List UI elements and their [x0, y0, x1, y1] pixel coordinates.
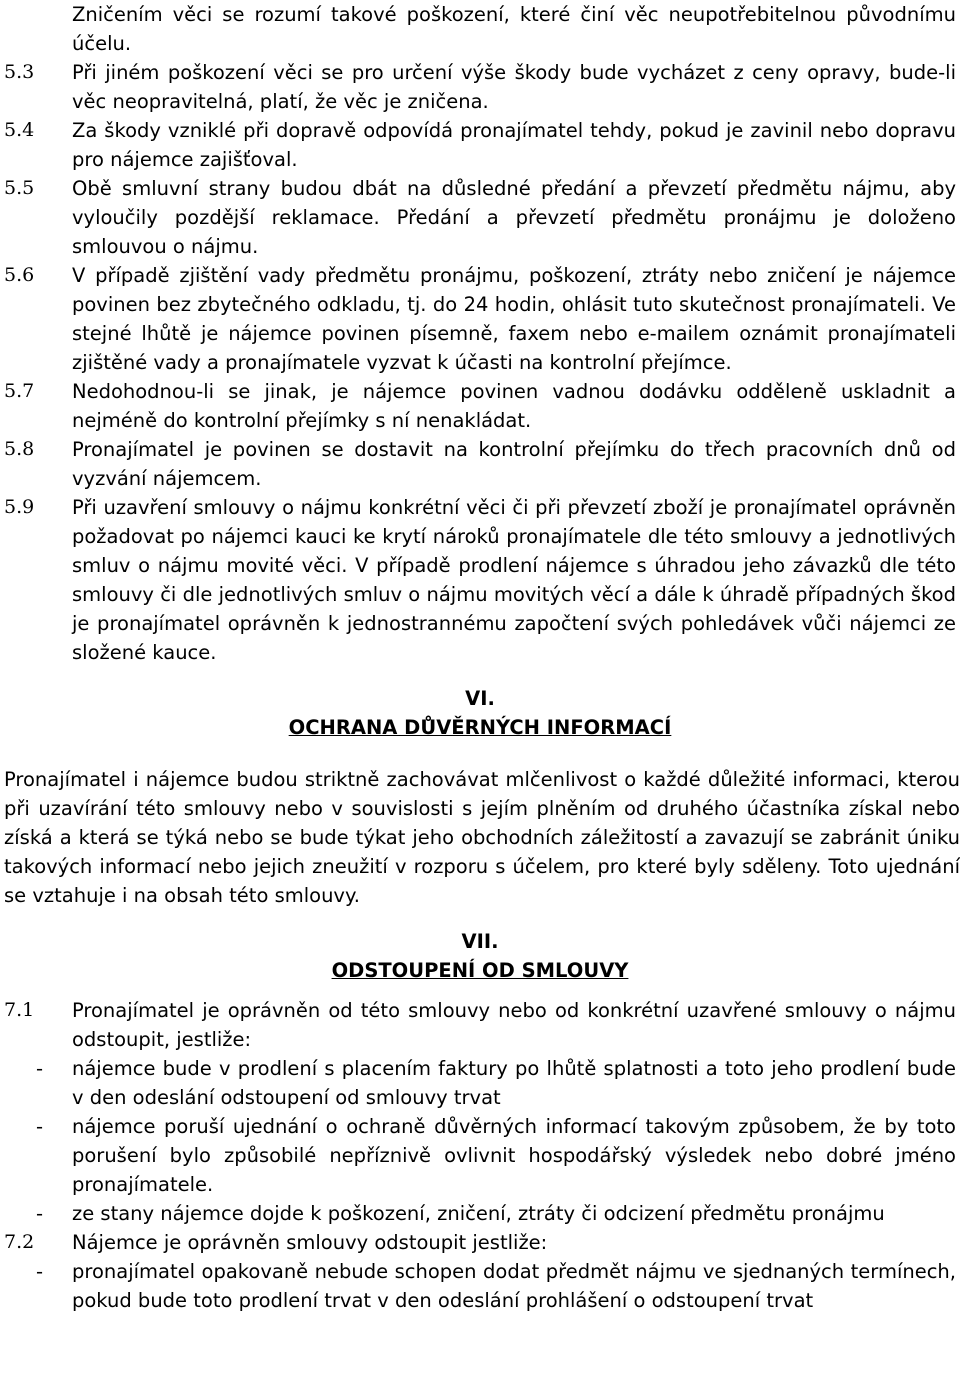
clause-number: 5.6	[4, 264, 35, 286]
section-vii-items	[0, 996, 960, 1315]
clause-7-2	[0, 1228, 956, 1257]
clause-5-4	[0, 116, 956, 174]
clause-text: Při jiném poškození věci se pro určení výše škody bude vycházet z ceny opravy, bude-li věc neopravitelná, platí, že věc je zničena.	[72, 61, 956, 113]
clause-number: 5.5	[4, 177, 35, 199]
bullet-item	[0, 1112, 956, 1199]
dash-marker: -	[36, 1202, 44, 1225]
clause-text: Pronajímatel je oprávněn od této smlouvy nebo od konkrétní uzavřené smlouvy o nájmu odstoupit, jestliže:	[72, 999, 956, 1051]
clause-text: Pronajímatel je povinen se dostavit na kontrolní přejímku do třech pracovních dnů od vyzvání nájemcem.	[72, 438, 956, 490]
clause-number: 5.9	[4, 496, 35, 518]
clause-number: 5.4	[4, 119, 35, 141]
bullet-item	[0, 1054, 956, 1112]
clause-5-3	[0, 58, 956, 116]
bullet-item	[0, 1199, 956, 1228]
clause-text: Nájemce je oprávněn smlouvy odstoupit jestliže:	[72, 1231, 548, 1254]
clause-text: V případě zjištění vady předmětu pronájmu, poškození, ztráty nebo zničení je nájemce povinen bez zbytečného odkladu, tj. do 24 hodin, ohlásit tuto skutečnost pronajímateli. Ve stejné lhůtě je nájemce povinen písemně, faxem nebo e-mailem oznámit pronajímateli zjištěné vady a pronajímatele vyzvat k účasti na kontrolní přejímce.	[72, 264, 956, 374]
clause-5-9	[0, 493, 956, 667]
clause-text: Při uzavření smlouvy o nájmu konkrétní věci či při převzetí zboží je pronajímatel oprávněn požadovat po nájemci kauci ke krytí nároků pronajímatele dle této smlouvy a jednotlivých smluv o nájmu movité věci. V případě prodlení nájemce s úhradou jeho závazků dle této smlouvy či dle jednotlivých smluv o nájmu movitých věcí a dále k úhradě případných škod je pronajímatel oprávněn k jednostrannému započtení svých pohledávek vůči nájemci ze složené kauce.	[72, 496, 956, 664]
bullet-text: nájemce bude v prodlení s placením faktury po lhůtě splatnosti a toto jeho prodlení bude v den odeslání odstoupení od smlouvy trvat	[72, 1057, 956, 1109]
clause-text: Za škody vzniklé při dopravě odpovídá pronajímatel tehdy, pokud je zavinil nebo dopravu pro nájemce zajišťoval.	[72, 119, 956, 171]
bullet-text: ze stany nájemce dojde k poškození, zničení, ztráty či odcizení předmětu pronájmu	[72, 1202, 885, 1225]
section-vii-title: ODSTOUPENÍ OD SMLOUVY	[331, 959, 629, 982]
clause-5-8	[0, 435, 956, 493]
clause-text: Nedohodnou-li se jinak, je nájemce povinen vadnou dodávku odděleně uskladnit a nejméně do kontrolní přejímky s ní nenakládat.	[72, 380, 956, 432]
clause-number: 5.8	[4, 438, 35, 460]
section-vi-paragraph: Pronajímatel i nájemce budou striktně zachovávat mlčenlivost o každé důležité informaci, kterou při uzavírání této smlouvy nebo v souvislosti s jejím plněním od druhého účastníka získal nebo získá a která se týká nebo se bude týkat jeho obchodních záležitostí a zavazují se zabránit úniku takových informací nebo jejich zneužití v rozporu s účelem, pro které byly sděleny. Toto ujednání se vztahuje i na obsah této smlouvy.	[4, 768, 960, 907]
clause-5-6	[0, 261, 956, 377]
section-vi-title: OCHRANA DŮVĚRNÝCH INFORMACÍ	[288, 716, 672, 739]
dash-marker: -	[36, 1057, 44, 1080]
dash-marker: -	[36, 1260, 44, 1283]
clause-number: 7.2	[4, 1231, 35, 1253]
section-vi-number: VI.	[465, 687, 495, 710]
clause-5-5	[0, 174, 956, 261]
bullet-text: pronajímatel opakovaně nebude schopen dodat předmět nájmu ve sjednaných termínech, pokud bude toto prodlení trvat v den odeslání prohlášení o odstoupení trvat	[72, 1260, 956, 1312]
clause-number: 5.3	[4, 61, 35, 83]
bullet-item	[0, 1257, 956, 1315]
clause-number: 5.7	[4, 380, 35, 402]
bullet-text: nájemce poruší ujednání o ochraně důvěrných informací takovým způsobem, že by toto porušení bylo způsobilé nepříznivě ovlivnit hospodářský výsledek nebo dobré jméno pronajímatele.	[72, 1115, 956, 1196]
clause-text: Obě smluvní strany budou dbát na důsledné předání a převzetí předmětu nájmu, aby vyloučily pozdější reklamace. Předání a převzetí předmětu pronájmu je doloženo smlouvou o nájmu.	[72, 177, 956, 258]
clause-7-1	[0, 996, 956, 1054]
dash-marker: -	[36, 1115, 44, 1138]
clause-5-7	[0, 377, 956, 435]
clause-number: 7.1	[4, 999, 35, 1021]
continuation-text: Zničením věci se rozumí takové poškození, které činí věc neupotřebitelnou původnímu účelu.	[72, 3, 956, 55]
section-vii-number: VII.	[461, 930, 499, 953]
